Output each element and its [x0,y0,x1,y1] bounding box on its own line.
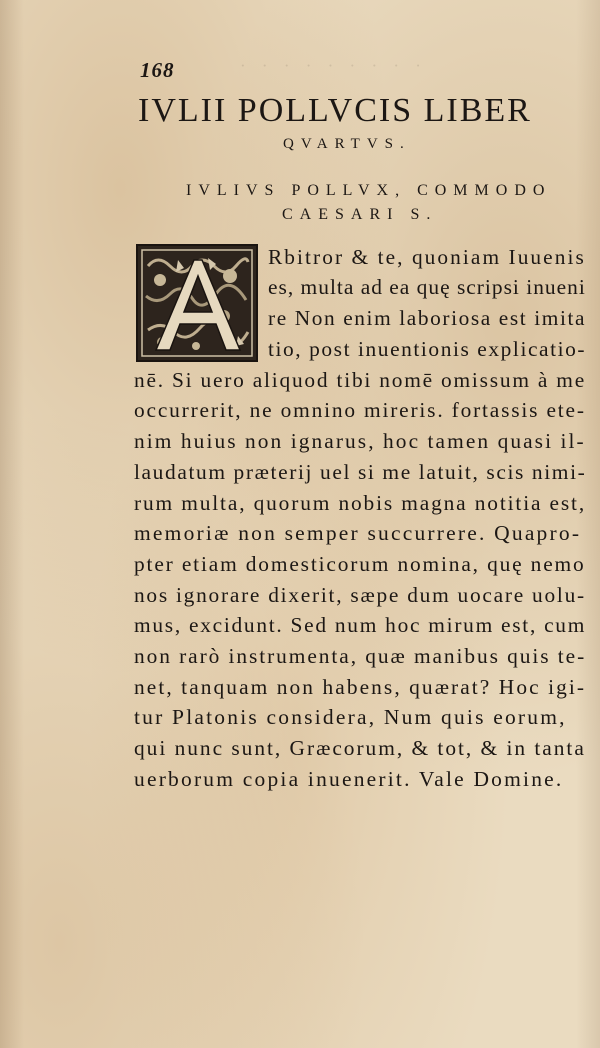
text-line: non rarò instrumenta, quæ manibus quis te- [134,644,587,668]
text-line: mus, excidunt. Sed num hoc mirum est, cum [134,613,587,637]
text-line: laudatum præterij uel si me latuit, scis nimi- [134,460,587,484]
text-line: uerborum copia inuenerit. Vale Domine. [134,767,564,791]
decorated-initial-art [138,246,256,360]
text-line: nim huius non ignarus, hoc tamen quasi il- [134,429,586,453]
text-line: re Non enim laboriosa est imita [268,306,587,330]
dedication-heading-line-1: IVLIVS POLLVX, COMMODO [186,182,552,199]
decorated-initial [136,244,258,362]
text-line: Rbitror & te, quoniam Iuuenis [268,245,586,269]
text-line: nos ignorare dixerit, sæpe dum uocare uolu- [134,583,586,607]
text-line: net, tanquam non habens, quærat? Hoc igi- [134,675,587,699]
text-line: pter etiam domesticorum nomina, quę nemo [134,552,586,576]
text-line: rum multa, quorum nobis magna notitia est, [134,491,587,515]
text-line: occurrerit, ne omnino mireris. fortassis ete- [134,398,586,422]
running-title: IVLII POLLVCIS LIBER [138,92,532,129]
text-line: tur Platonis considera, Num quis eorum, [134,705,567,729]
page-number: 168 [140,58,175,82]
book-number: QVARTVS. [283,136,411,152]
show-through-text: · · · · · · · · · [240,56,427,75]
dedication-heading-line-2: CAESARI S. [282,206,438,223]
text-line: tio, post inuentionis explicatio- [268,337,587,361]
text-line: memoriæ non semper succurrere. Quapro- [134,521,582,545]
text-line: es, multa ad ea quę scripsi inueni [268,275,586,299]
text-line: qui nunc sunt, Græcorum, & tot, & in tanta [134,736,586,760]
text-line: nē. Si uero aliquod tibi nomē omissum à me [134,368,586,392]
